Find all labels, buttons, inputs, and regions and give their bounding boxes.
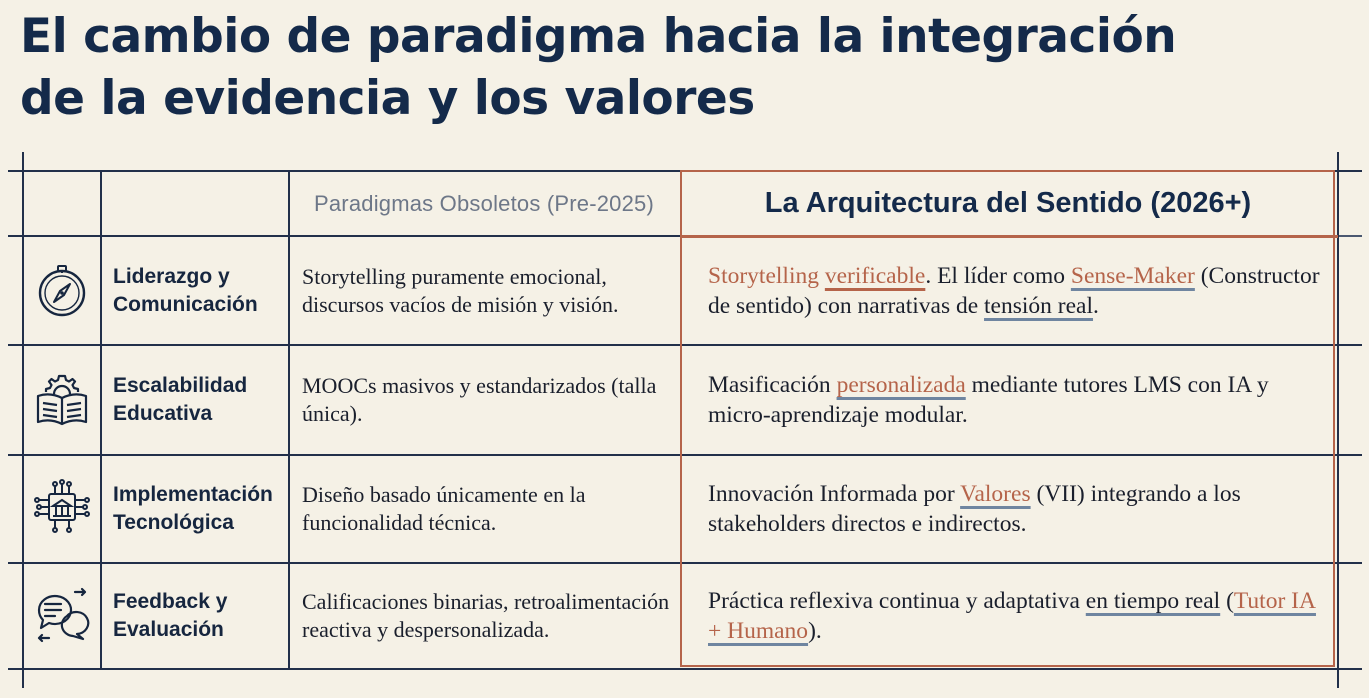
row-new-escalabilidad: Masificación personalizada mediante tutores LMS con IA y micro-aprendizaje modular. [708, 372, 1269, 428]
row-old-liderazgo: Storytelling puramente emocional, discursos vacíos de misión y visión. [302, 263, 619, 317]
row-new-liderazgo: Storytelling verificable. El líder como Sense-Maker (Constructor de sentido) con narrativas de tensión real. [708, 262, 1320, 319]
header-new-architecture: La Arquitectura del Sentido (2026+) [764, 187, 1252, 219]
page-title-line-1: El cambio de paradigma hacia la integración [20, 9, 1177, 64]
column-divider [100, 170, 102, 668]
table-bottom-border [8, 668, 1362, 670]
chat-bubbles-icon [26, 564, 98, 668]
row-label-implementacion: Implementación Tecnológica [113, 483, 273, 534]
row-old-escalabilidad: MOOCs masivos y estandarizados (talla única). [302, 373, 657, 426]
page-title-line-2: de la evidencia y los valores [20, 71, 755, 126]
row-new-implementacion: Innovación Informada por Valores (VII) integrando a los stakeholders directos e indirectos. [708, 481, 1241, 537]
row-old-implementacion: Diseño basado únicamente en la funcionalidad técnica. [302, 482, 586, 535]
row-label-feedback: Feedback y Evaluación [113, 590, 228, 641]
table-left-border [22, 152, 24, 688]
page-title [20, 6, 1340, 130]
row-new-feedback: Práctica reflexiva continua y adaptativa en tiempo real (Tutor IA + Humano). [708, 588, 1316, 644]
header-old-paradigms: Paradigmas Obsoletos (Pre-2025) [313, 190, 655, 216]
row-label-liderazgo: Liderazgo y Comunicación [113, 264, 258, 316]
right-tail-line [1336, 235, 1362, 237]
row-old-feedback: Calificaciones binarias, retroalimentación reactiva y despersonalizada. [302, 589, 670, 642]
table-right-border [1337, 152, 1339, 688]
compass-icon [26, 237, 98, 344]
row-label-escalabilidad: Escalabilidad Educativa [113, 374, 248, 425]
book-gear-icon [26, 346, 98, 454]
circuit-institution-icon [26, 456, 98, 562]
